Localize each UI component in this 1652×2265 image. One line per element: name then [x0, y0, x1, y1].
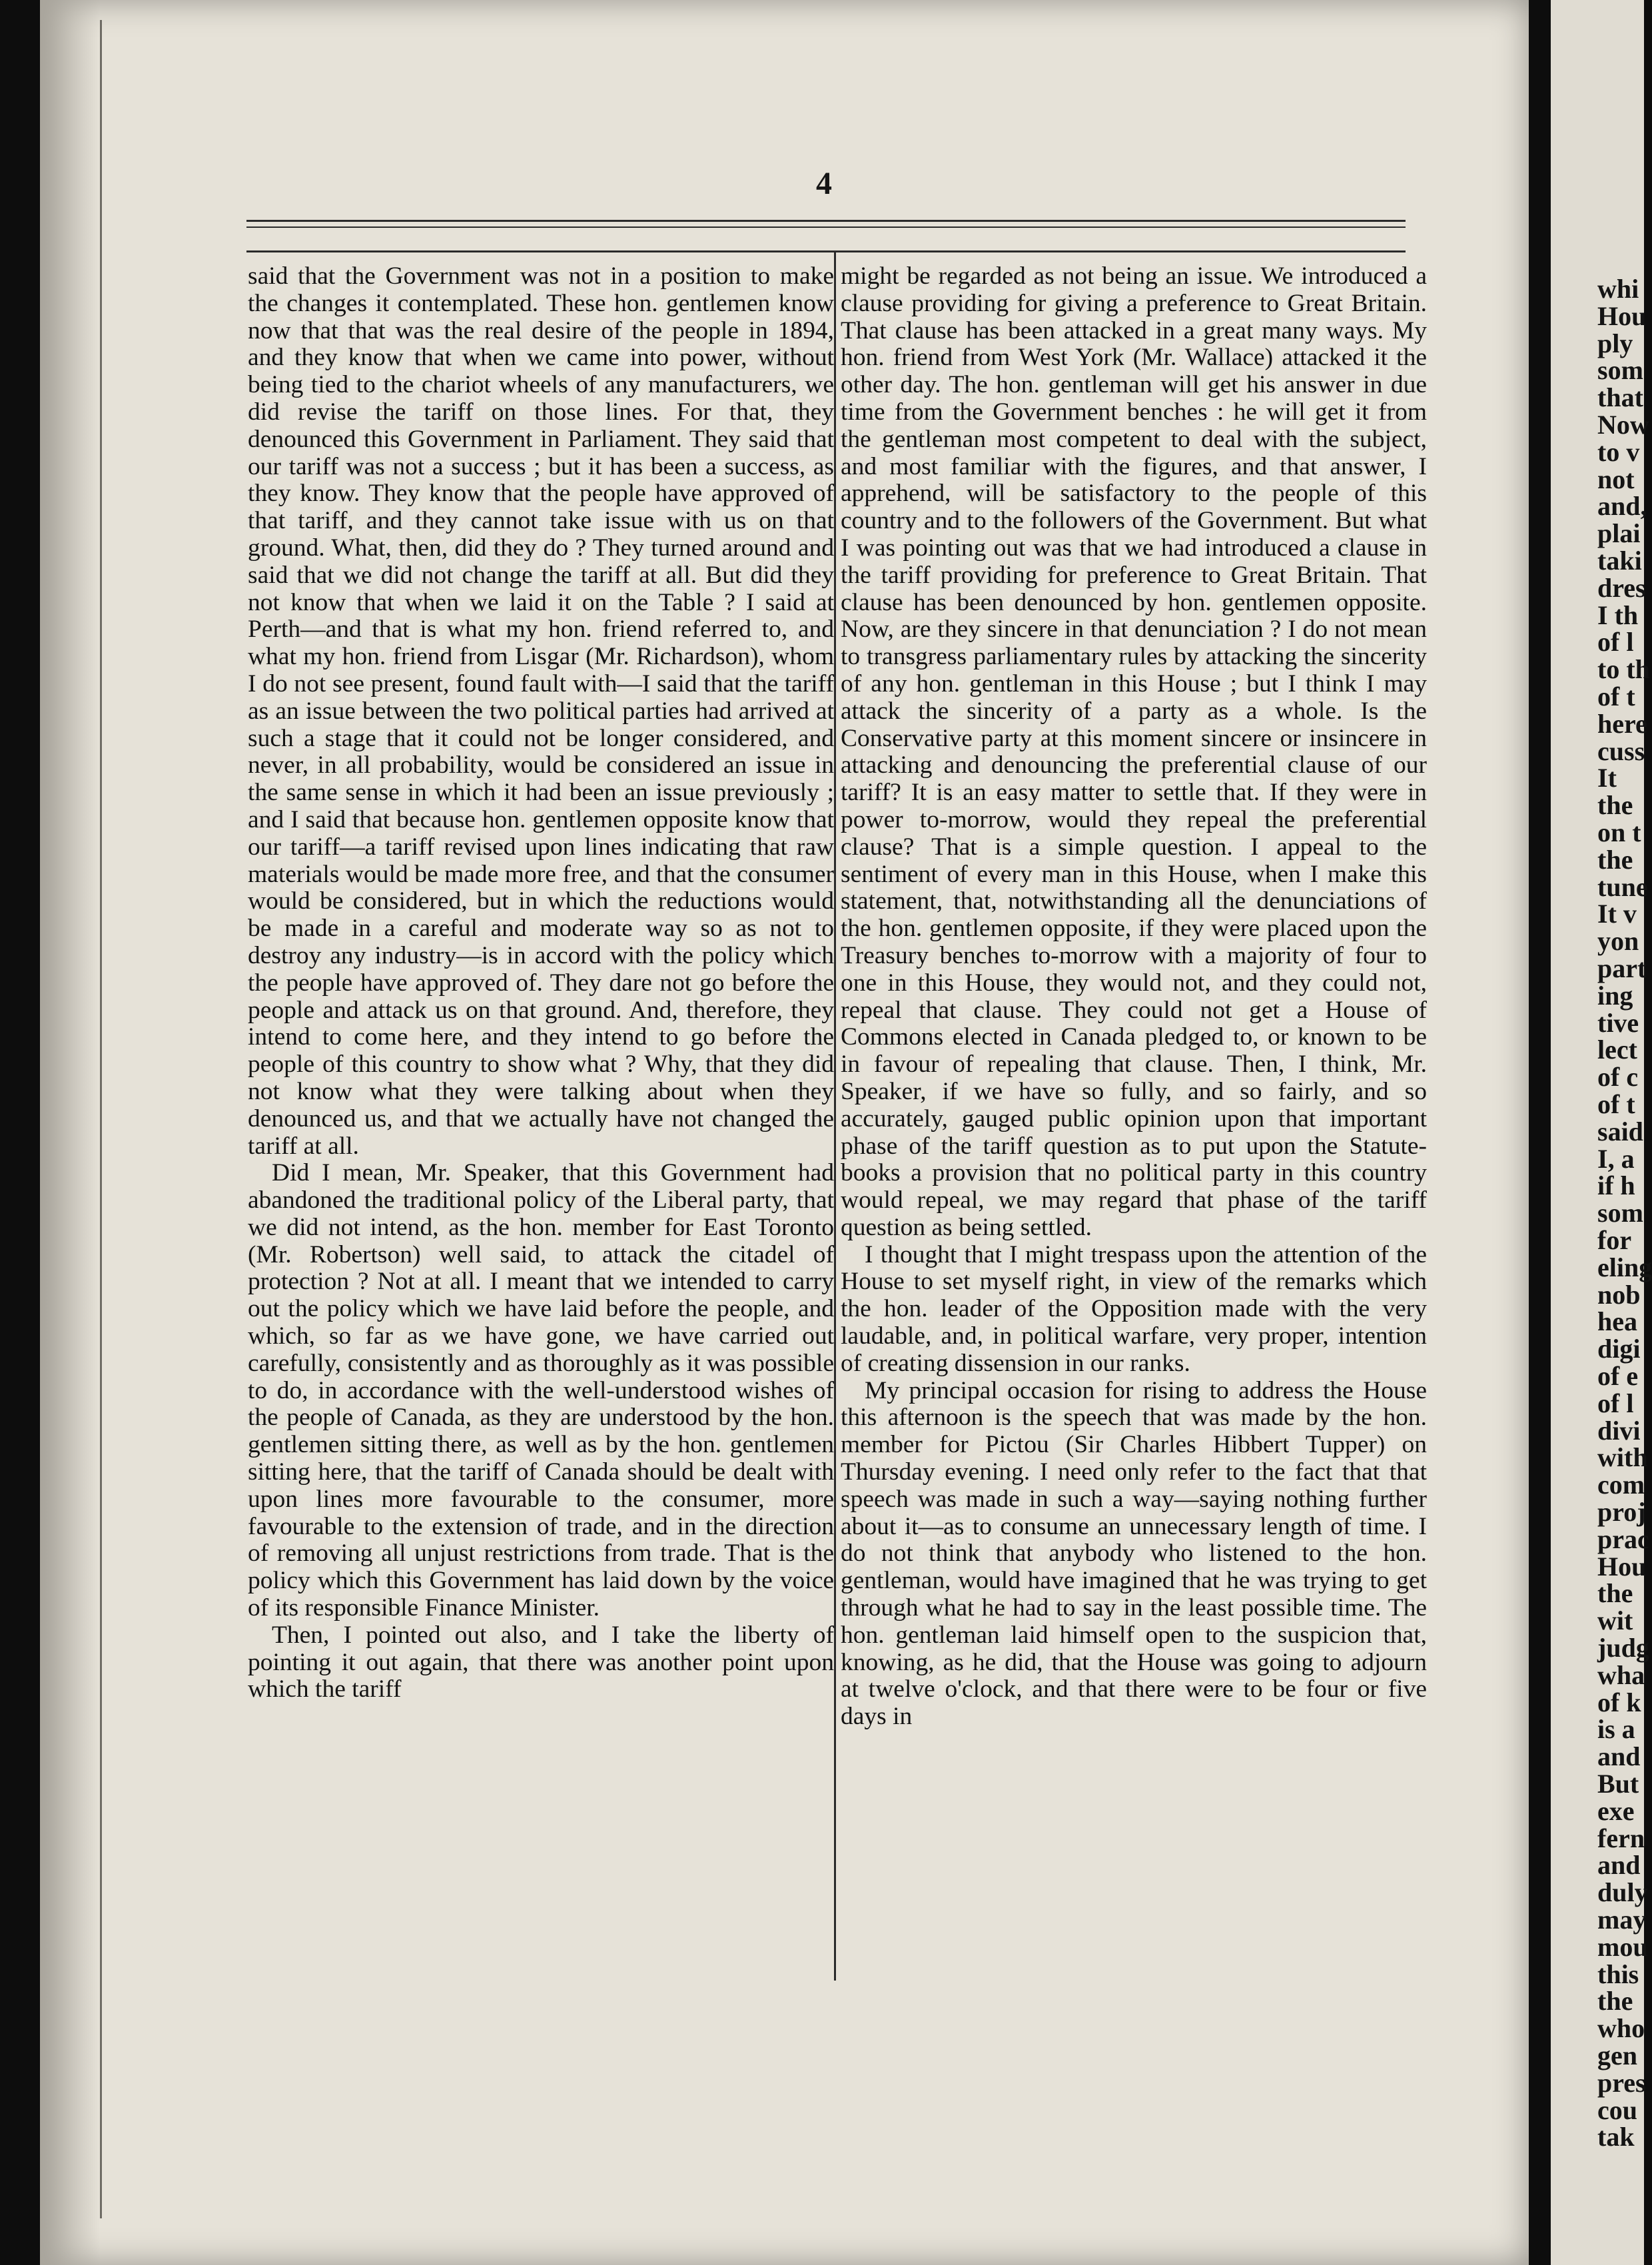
adjacent-page-text-fragment: ing — [1597, 980, 1633, 1011]
adjacent-page-text-fragment: tive — [1597, 1007, 1639, 1038]
adjacent-page-text-fragment: ply — [1597, 328, 1633, 358]
adjacent-page-text-fragment: and — [1597, 1741, 1641, 1772]
adjacent-page-text-fragment: com — [1597, 1470, 1645, 1500]
adjacent-page-text-fragment: It v — [1597, 899, 1637, 929]
left-paragraph-3: Then, I pointed out also, and I take the liberty of pointing it out again, that there was another point upon which the tariff — [248, 1621, 834, 1703]
adjacent-page-text-fragment: wit — [1597, 1605, 1633, 1636]
adjacent-page-text-fragment: may — [1597, 1905, 1647, 1935]
adjacent-page-text-fragment: eling — [1597, 1252, 1652, 1282]
adjacent-page-text-fragment: prac — [1597, 1524, 1649, 1554]
adjacent-page-text-fragment: digi — [1597, 1334, 1641, 1364]
adjacent-page-text-fragment: for — [1597, 1225, 1632, 1255]
adjacent-page-text-fragment: Hou — [1597, 300, 1647, 331]
adjacent-page-text-fragment: tak — [1597, 2122, 1635, 2152]
adjacent-page-text-fragment: the — [1597, 1578, 1633, 1609]
adjacent-page-text-fragment: is a — [1597, 1714, 1635, 1745]
adjacent-page-text-fragment: pres — [1597, 2067, 1646, 2098]
adjacent-page-text-fragment: cuss — [1597, 735, 1645, 766]
adjacent-page-text-fragment: I, a — [1597, 1143, 1635, 1174]
right-paragraph-2: I thought that I might trespass upon the attention of the House to set myself right, in view of the remarks which the hon. leader of the Opposition made with the very laudable, and, in political warfare, very proper, intention of creating dissension in our ranks. — [841, 1240, 1427, 1377]
adjacent-page-text-fragment: and — [1597, 1850, 1641, 1881]
adjacent-page-text-fragment: divi — [1597, 1415, 1641, 1446]
adjacent-page-text-fragment: It — [1597, 763, 1617, 793]
adjacent-page-text-fragment: here — [1597, 708, 1647, 739]
adjacent-page-text-fragment: of l — [1597, 627, 1634, 658]
adjacent-page-text-fragment: part — [1597, 953, 1647, 983]
adjacent-page-text-fragment: of k — [1597, 1687, 1641, 1717]
header-rule-top — [246, 220, 1406, 222]
adjacent-page-text-fragment: on t — [1597, 817, 1641, 847]
adjacent-page-text-fragment: But — [1597, 1769, 1639, 1799]
adjacent-page-text-fragment: the — [1597, 844, 1633, 875]
right-paragraph-3: My principal occasion for rising to address the House this afternoon is the speech that was made by the hon. member for Pictou (Sir Charles Hibbert Tupper) on Thursday evening. I need only refer to the fact that that speech was made in such a way—saying nothing further about it—as to consume an unnecessary length of time. I do not think that anybody who listened to the hon. gentleman, would have imagined that he was trying to get through what he had to say in the least possible time. The hon. gentleman laid himself open to the suspicion that, knowing, as he did, that the House was going to adjourn at twelve o'clock, and that there were to be four or five days in — [841, 1376, 1427, 1731]
adjacent-page-text-fragment: if h — [1597, 1170, 1635, 1201]
adjacent-page-text-fragment: I th — [1597, 600, 1639, 630]
adjacent-page-text-fragment: Now — [1597, 410, 1649, 440]
adjacent-page-text-fragment: the — [1597, 1986, 1633, 2017]
adjacent-page-text-fragment: exe — [1597, 1795, 1635, 1826]
page-fold-line — [100, 20, 102, 2218]
adjacent-page-text-fragment: cou — [1597, 2094, 1637, 2125]
adjacent-page-text-fragment: yon — [1597, 926, 1639, 957]
adjacent-page-text-fragment: of t — [1597, 1089, 1635, 1119]
adjacent-page-edge — [1551, 0, 1652, 2265]
adjacent-page-text-fragment: whi — [1597, 274, 1639, 304]
adjacent-page-text-fragment: dres — [1597, 572, 1646, 603]
adjacent-page-text-fragment: duly — [1597, 1877, 1648, 1908]
adjacent-page-text-fragment: lect — [1597, 1035, 1637, 1065]
right-column — [841, 263, 1427, 1731]
adjacent-page-text-fragment: of t — [1597, 681, 1635, 711]
left-paragraph-1: said that the Government was not in a position to make the changes it contemplated. These hon. gentlemen know now that that was the real desire of the people in 1894, and they know that when we came into power, without being tied to the chariot wheels of any manufacturers, we did revise the tariff on those lines. For that, they denounced this Government in Parliament. They said that our tariff was not a success ; but it has been a success, as they know. They know that the people have approved of that tariff, and they cannot take issue with us on that ground. What, then, did they do ? They turned around and said that we did not change the tariff at all. But did they not know that when we laid it on the Table ? I said at Perth—and that is what my hon. friend referred to, and what my hon. friend from Lisgar (Mr. Richardson), whom I do not see present, found fault with—I said that the tariff as an issue between the two political parties had arrived at such a stage that it could not be longer considered, and never, in all probability, would be considered an issue in the same sense in which it had been an issue previously ; and I said that because hon. gentlemen opposite know that our tariff—a tariff revised upon lines indicating that raw materials would be made more free, and that the consumer would be considered, but in which the reductions would be made in a careful and moderate way so as not to destroy any industry—is in accord with the policy which the people have approved of. They dare not go before the people and attack us on that ground. And, therefore, they intend to come here, and they intend to go before the people of this country to show what ? Why, that they did not know what they were talking about when they denounced us, and that we actually have not changed the tariff at all. — [248, 262, 834, 1160]
adjacent-page-text-fragment: tune — [1597, 871, 1648, 902]
adjacent-page-text-fragment: judg — [1597, 1633, 1649, 1663]
adjacent-page-text-fragment: of l — [1597, 1388, 1634, 1418]
adjacent-page-text-fragment: hea — [1597, 1306, 1637, 1337]
adjacent-page-text-fragment: fern — [1597, 1823, 1645, 1853]
adjacent-page-text-fragment: nob — [1597, 1279, 1641, 1310]
adjacent-page-text-fragment: proj — [1597, 1497, 1646, 1527]
adjacent-page-text-fragment: som — [1597, 355, 1643, 386]
page-binding-shadow — [40, 0, 100, 2265]
adjacent-page-text-fragment: this — [1597, 1959, 1639, 1989]
adjacent-page-text-fragment: som — [1597, 1198, 1643, 1228]
adjacent-page-text-fragment: who — [1597, 2013, 1645, 2044]
adjacent-page-text-fragment: taki — [1597, 546, 1642, 576]
adjacent-page-text-fragment: with — [1597, 1442, 1648, 1473]
adjacent-page-text-fragment: gen — [1597, 2040, 1637, 2070]
adjacent-page-text-fragment: to v — [1597, 436, 1640, 467]
header-rule-middle — [246, 226, 1406, 228]
column-divider — [834, 252, 836, 1981]
left-paragraph-2: Did I mean, Mr. Speaker, that this Government had abandoned the traditional policy of the Liberal party, that we did not intend, as the hon. member for East Toronto (Mr. Robertson) well said, to attack the citadel of protection ? Not at all. I meant that we intended to carry out the policy which we have laid before the people, and which, so far as we have gone, we have carried out carefully, consistently and as thoroughly as it was possible to do, in accordance with the well-understood wishes of the people of Canada, as they are understood by the hon. gentlemen sitting there, as well as by the hon. gentlemen sitting here, that the tariff of Canada should be dealt with upon lines more favourable to the consumer, more favourable to the extension of trade, and in the direction of removing all unjust restrictions from trade. That is the policy which this Government has laid down by the voice of its responsible Finance Minister. — [248, 1159, 834, 1622]
header-rule-bottom — [246, 250, 1406, 252]
adjacent-page-text-fragment: to th — [1597, 654, 1650, 685]
adjacent-page-text-fragment: mou — [1597, 1931, 1648, 1962]
adjacent-page-text-fragment: not — [1597, 464, 1635, 494]
page-number: 4 — [816, 166, 832, 201]
adjacent-page-text-fragment: the — [1597, 790, 1633, 821]
left-column — [248, 263, 834, 1703]
adjacent-page-text-fragment: and, — [1597, 491, 1647, 522]
adjacent-page-text-fragment: of c — [1597, 1062, 1639, 1093]
adjacent-page-text-fragment: wha — [1597, 1659, 1645, 1690]
adjacent-page-text-fragment: Hou — [1597, 1551, 1647, 1582]
adjacent-page-text-fragment: that — [1597, 382, 1643, 413]
adjacent-page-text-fragment: of e — [1597, 1361, 1639, 1391]
adjacent-page-text-fragment: plai — [1597, 518, 1641, 549]
right-paragraph-1: might be regarded as not being an issue. We introduced a clause providing for giving a preference to Great Britain. That clause has been attacked in a great many ways. My hon. friend from West York (Mr. Wallace) attacked it the other day. The hon. gentleman will get his answer in due time from the Government benches : he will get it from the gentleman most competent to deal with the subject, and most familiar with the figures, and that answer, I apprehend, will be satisfactory to the people of this country and to the followers of the Government. But what I was pointing out was that we had introduced a clause in the tariff providing for preference to Great Britain. That clause has been denounced by hon. gentlemen opposite. Now, are they sincere in that denunciation ? I do not mean to transgress parliamentary rules by attacking the sincerity of any hon. gentleman in this House ; but I think I may attack the sincerity of a party as a whole. Is the Conservative party at this moment sincere or insincere in attacking and denouncing the preferential clause of our tariff? It is an easy matter to settle that. If they were in power to-morrow, would they repeal the preferential clause? That is a simple question. I appeal to the sentiment of every man in this House, when I make this statement, that, notwithstanding all the denunciations of the hon. gentlemen opposite, if they were placed upon the Treasury benches to-morrow with a majority of four to one in this House, they would not, and they could not, repeal that clause. They could not get a House of Commons elected in Canada pledged to, or known to be in favour of repealing that clause. Then, I think, Mr. Speaker, if we have so fully, and so fairly, and so accurately, gauged public opinion upon that important phase of the tariff question as to put upon the Statute-books a provision that no political party in this country would repeal, we may regard that phase of the tariff question as being settled. — [841, 262, 1427, 1241]
adjacent-page-text-fragment: said — [1597, 1116, 1643, 1146]
